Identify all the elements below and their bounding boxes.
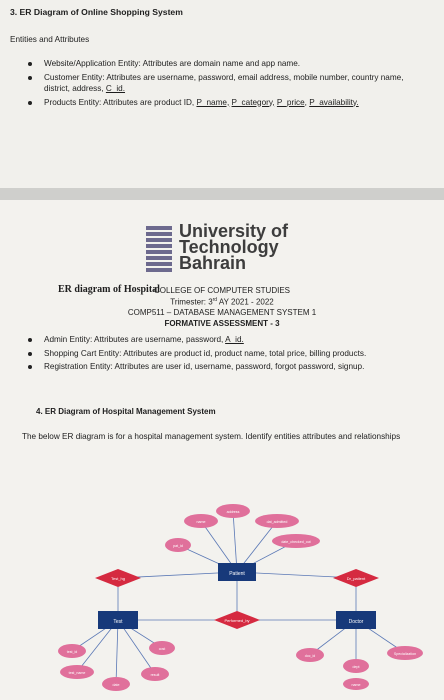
entity-doctor [336,611,376,629]
svg-text:pat_id: pat_id [173,544,183,548]
logo-line1: University of [179,221,289,241]
list-item: Admin Entity: Attributes are username, password, A_id. [26,334,376,346]
attribute-doctor-name [343,678,369,690]
svg-text:result: result [150,673,160,677]
svg-text:date: date [112,683,120,687]
course-title: COMP511 – DATABASE MANAGEMENT SYSTEM 1 [127,308,317,317]
attribute-name [184,514,218,528]
attributes [58,504,423,691]
svg-text:cost: cost [158,647,166,651]
subheading: Entities and Attributes [10,35,90,44]
svg-text:name: name [196,520,206,524]
key-attribute: C_id. [105,84,126,93]
relationship-dr-patient [333,569,379,587]
attribute-specialization [387,646,423,660]
section-heading: 4. ER Diagram of Hospital Management System [36,407,216,416]
attribute-result [141,667,169,681]
svg-text:address: address [226,510,240,514]
svg-text:name: name [351,683,361,687]
relationship-label: Test_hg [110,576,126,581]
attribute-date [102,677,130,691]
attribute-date-checked-out [272,534,320,548]
entity-label: Patient [229,571,245,577]
logo-line3: Bahrain [179,253,247,273]
list-item: Registration Entity: Attributes are user id, username, password, forgot password, signup. [26,361,376,373]
entity-label: Doctor [348,619,364,625]
connector-lines [72,511,405,684]
entity-patient [218,563,256,581]
attribute-pat-id [165,538,191,552]
attribute-test-name [60,665,94,679]
svg-text:dept: dept [352,665,360,669]
entity-label: Test [113,619,123,625]
list-item: Shopping Cart Entity: Attributes are product id, product name, total price, billing products. [26,348,376,360]
entity-test [98,611,138,629]
attribute-doc-id [296,648,324,662]
relationship-performed-by [214,611,260,629]
svg-text:Specialization: Specialization [393,652,417,656]
svg-text:date_checked_out: date_checked_out [281,540,311,544]
relationship-label: Dr_patient [346,576,366,581]
attribute-test-id [58,644,86,658]
assessment-title: FORMATIVE ASSESSMENT - 3 [164,319,280,328]
relationship-test-hg [95,569,141,587]
svg-text:dat_admitted: dat_admitted [266,520,288,524]
relationship-label: Performed_by [224,618,250,623]
section-heading: 3. ER Diagram of Online Shopping System [10,7,183,17]
paragraph: The below ER diagram is for a hospital management system. Identify entities attributes and relationships [22,432,401,441]
attribute-address [216,504,250,518]
er-diagram-title: ER diagram of Hospital [58,284,160,295]
attribute-cost [149,641,175,655]
svg-text:test_name: test_name [68,671,86,675]
list-item: Products Entity: Attributes are product ID, P_name, P_category, P_price, P_availability. [26,97,426,109]
college-name: COLLEGE OF COMPUTER STUDIES [153,286,291,295]
svg-text:test_id: test_id [66,650,78,654]
list-item: Customer Entity: Attributes are username, password, email address, mobile number, country name, district, address, C_id. [26,72,426,95]
svg-text:doc_id: doc_id [304,654,316,658]
attribute-dept [343,659,369,673]
trimester: Trimester: 3rd AY 2021 - 2022 [170,297,274,307]
logo-line2: Technology [179,237,279,257]
list-item: Website/Application Entity: Attributes are domain name and app name. [26,58,426,70]
attribute-dat-admitted [255,514,299,528]
